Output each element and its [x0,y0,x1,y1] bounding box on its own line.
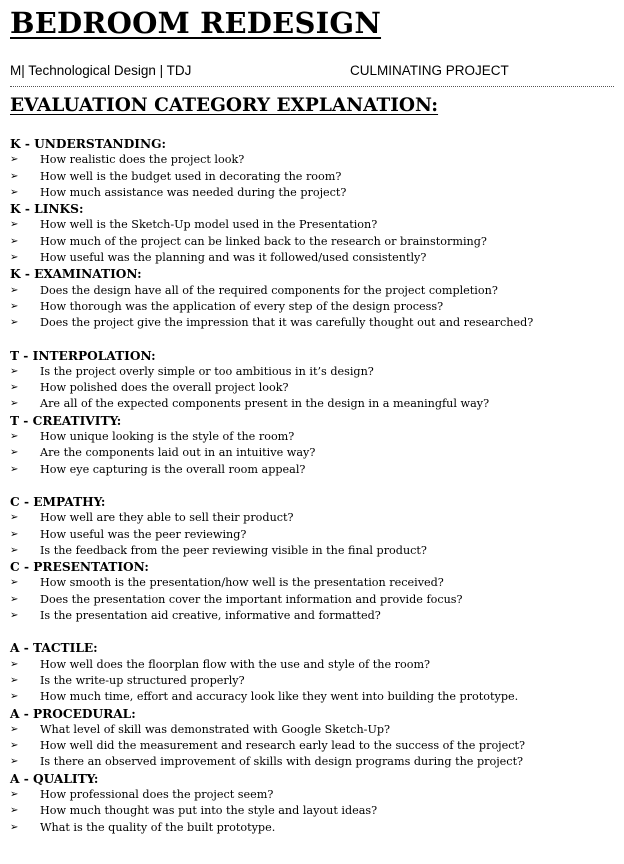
arrowhead-bullet-icon: ➢ [10,398,19,410]
list-item-text: How much assistance was needed during the project? [40,185,347,199]
arrowhead-bullet-icon: ➢ [10,154,19,166]
arrowhead-bullet-icon: ➢ [10,593,19,605]
category-title: K - EXAMINATION: [10,267,142,282]
list-item [10,787,618,803]
list-item [10,575,618,591]
arrowhead-bullet-icon: ➢ [10,723,19,735]
category-title: K - LINKS: [10,202,84,217]
list-item [10,169,618,185]
list-item [10,803,618,819]
arrowhead-bullet-icon: ➢ [10,365,19,377]
arrowhead-bullet-icon: ➢ [10,528,19,540]
list-item [10,364,618,380]
category-section [10,201,618,266]
evaluation-categories [10,136,618,836]
arrowhead-bullet-icon: ➢ [10,235,19,247]
list-item [10,299,618,315]
list-item-text: How useful was the peer reviewing? [40,527,247,541]
list-item-text: Is there an observed improvement of skills with design programs during the project? [40,755,524,769]
category-title: T - CREATIVITY: [10,413,122,428]
arrowhead-bullet-icon: ➢ [10,463,19,475]
arrowhead-bullet-icon: ➢ [10,658,19,670]
list-item-text: Is the write-up structured properly? [40,673,245,687]
category-section [10,136,618,201]
list-item-text: How realistic does the project look? [40,153,245,167]
list-item [10,510,618,526]
category-section [10,266,618,331]
arrowhead-bullet-icon: ➢ [10,317,19,329]
list-item [10,234,618,250]
arrowhead-bullet-icon: ➢ [10,219,19,231]
list-item [10,396,618,412]
list-item-text: How thorough was the application of every step of the design process? [40,299,444,313]
list-item-text: How much time, effort and accuracy look like they went into building the prototype. [40,690,519,704]
project-name: CULMINATING PROJECT [350,63,509,78]
list-item [10,152,618,168]
list-item-text: How polished does the overall project look? [40,381,289,395]
list-item-text: Does the project give the impression that it was carefully thought out and researched? [40,316,534,330]
arrowhead-bullet-icon: ➢ [10,756,19,768]
arrowhead-bullet-icon: ➢ [10,788,19,800]
list-item-text: Is the presentation aid creative, informative and formatted? [40,609,381,623]
category-section [10,559,618,624]
list-item [10,429,618,445]
list-item-text: How much thought was put into the style and layout ideas? [40,804,378,818]
list-item-text: Is the feedback from the peer reviewing visible in the final product? [40,543,427,557]
arrowhead-bullet-icon: ➢ [10,170,19,182]
list-item [10,592,618,608]
list-item [10,217,618,233]
list-item-text: How well is the Sketch-Up model used in the Presentation? [40,218,378,232]
list-item [10,250,618,266]
arrowhead-bullet-icon: ➢ [10,805,19,817]
list-item [10,283,618,299]
category-title: A - TACTILE: [10,641,98,656]
list-item-text: How well did the measurement and research early lead to the success of the project? [40,739,526,753]
category-section [10,348,618,413]
list-item [10,722,618,738]
list-item-text: How professional does the project seem? [40,787,274,801]
category-title: K - UNDERSTANDING: [10,137,167,151]
list-item-text: How eye capturing is the overall room appeal? [40,462,306,476]
list-item [10,445,618,461]
arrowhead-bullet-icon: ➢ [10,447,19,459]
arrowhead-bullet-icon: ➢ [10,821,19,833]
list-item [10,689,618,705]
list-item-text: How smooth is the presentation/how well is the presentation received? [40,576,444,590]
arrowhead-bullet-icon: ➢ [10,431,19,443]
course-name: M| Technological Design | TDJ [10,63,192,78]
arrowhead-bullet-icon: ➢ [10,610,19,622]
list-item [10,657,618,673]
list-item [10,527,618,543]
category-section [10,413,618,478]
list-item [10,543,618,559]
list-item-text: Does the presentation cover the important information and provide focus? [40,592,463,606]
category-title: A - QUALITY: [10,771,99,786]
list-item [10,608,618,624]
list-item [10,462,618,478]
arrowhead-bullet-icon: ➢ [10,544,19,556]
list-item-text: What is the quality of the built prototype. [40,820,276,834]
list-item-text: What level of skill was demonstrated with Google Sketch-Up? [40,722,391,736]
section-heading: EVALUATION CATEGORY EXPLANATION: [10,95,439,116]
list-item-text: Is the project overly simple or too ambitious in it’s design? [40,364,374,378]
arrowhead-bullet-icon: ➢ [10,512,19,524]
arrowhead-bullet-icon: ➢ [10,740,19,752]
arrowhead-bullet-icon: ➢ [10,691,19,703]
arrowhead-bullet-icon: ➢ [10,284,19,296]
list-item-text: Are all of the expected components present in the design in a meaningful way? [40,397,490,411]
list-item [10,380,618,396]
category-section [10,640,618,705]
list-item-text: Does the design have all of the required components for the project completion? [40,283,498,297]
arrowhead-bullet-icon: ➢ [10,382,19,394]
category-section [10,494,618,559]
document-title: BEDROOM REDESIGN [10,6,382,40]
category-title: T - INTERPOLATION: [10,348,156,363]
list-item [10,754,618,770]
category-section [10,771,618,836]
list-item [10,315,618,331]
list-item [10,185,618,201]
arrowhead-bullet-icon: ➢ [10,186,19,198]
list-item-text: How much of the project can be linked back to the research or brainstorming? [40,234,487,248]
arrowhead-bullet-icon: ➢ [10,674,19,686]
list-item-text: How unique looking is the style of the room? [40,430,295,444]
dotted-divider [10,86,614,87]
category-title: A - PROCEDURAL: [10,706,136,721]
list-item-text: How well does the floorplan flow with the use and style of the room? [40,657,431,671]
arrowhead-bullet-icon: ➢ [10,300,19,312]
category-title: C - PRESENTATION: [10,560,149,575]
category-title: C - EMPATHY: [10,494,106,509]
category-section [10,706,618,771]
list-item [10,738,618,754]
arrowhead-bullet-icon: ➢ [10,577,19,589]
arrowhead-bullet-icon: ➢ [10,252,19,264]
list-item-text: How well are they able to sell their product? [40,511,294,525]
list-item [10,820,618,836]
list-item [10,673,618,689]
list-item-text: How useful was the planning and was it followed/used consistently? [40,251,427,265]
list-item-text: How well is the budget used in decorating the room? [40,169,342,183]
list-item-text: Are the components laid out in an intuitive way? [40,446,316,460]
